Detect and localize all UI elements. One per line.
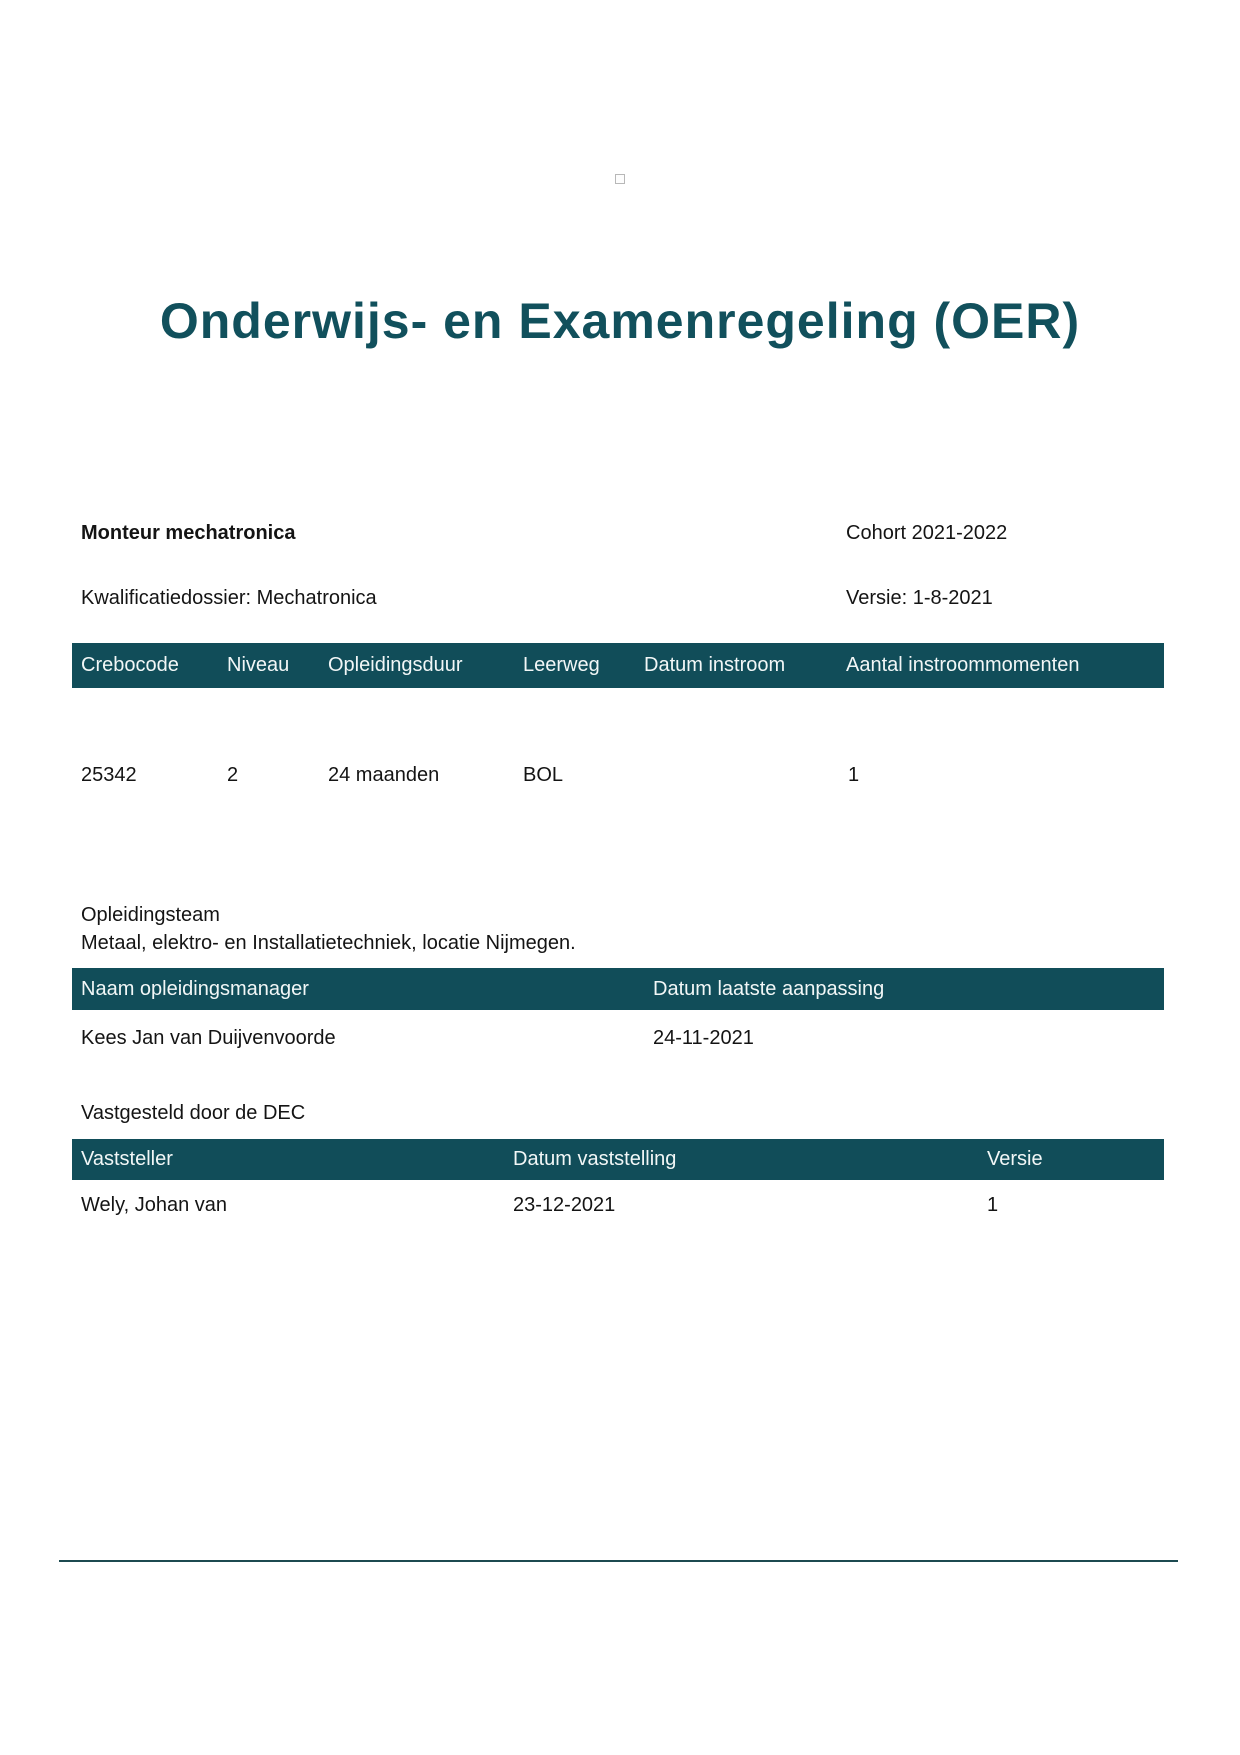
program-table-header-crebocode: Crebocode — [81, 654, 179, 676]
dec-cell-vaststeller: Wely, Johan van — [81, 1194, 228, 1216]
program-cell-instroommomenten: 1 — [848, 764, 860, 786]
footer-divider — [59, 1560, 1178, 1562]
program-cell-niveau: 2 — [227, 764, 239, 786]
program-cell-leerweg: BOL — [523, 764, 564, 786]
page-title: Onderwijs- en Examenregeling (OER) — [159, 292, 1081, 349]
team-table-header-row — [72, 968, 1164, 1010]
cohort-label: Cohort 2021-2022 — [846, 522, 1008, 544]
dec-table-header-datum: Datum vaststelling — [513, 1148, 677, 1170]
version-label: Versie: 1-8-2021 — [846, 587, 993, 609]
dec-table-header-versie: Versie — [987, 1148, 1043, 1170]
dec-cell-versie: 1 — [987, 1194, 999, 1216]
program-table-header-leerweg: Leerweg — [523, 654, 600, 676]
team-table-header-naam: Naam opleidingsmanager — [81, 977, 309, 1000]
program-cell-opleidingsduur: 24 maanden — [328, 764, 440, 786]
dec-cell-datum: 23-12-2021 — [513, 1194, 616, 1216]
dec-heading: Vastgesteld door de DEC — [81, 1102, 306, 1124]
image-placeholder-icon — [615, 174, 625, 184]
team-cell-naam: Kees Jan van Duijvenvoorde — [81, 1027, 336, 1049]
program-name: Monteur mechatronica — [81, 522, 296, 544]
team-subheading: Metaal, elektro- en Installatietechniek, locatie Nijmegen. — [81, 932, 576, 954]
team-heading: Opleidingsteam — [81, 904, 220, 926]
team-cell-datum: 24-11-2021 — [653, 1027, 754, 1049]
qualification-label: Kwalificatiedossier: Mechatronica — [81, 587, 377, 609]
program-table-header-row — [72, 643, 1164, 688]
team-table-header-datum: Datum laatste aanpassing — [653, 977, 885, 1000]
program-table-header-datum-instroom: Datum instroom — [644, 654, 786, 676]
dec-table-header-vaststeller: Vaststeller — [81, 1148, 173, 1170]
program-cell-crebocode: 25342 — [81, 764, 137, 786]
program-table-header-opleidingsduur: Opleidingsduur — [328, 654, 463, 676]
program-table-header-instroommomenten: Aantal instroommomenten — [846, 654, 1080, 676]
program-table-header-niveau: Niveau — [227, 654, 290, 676]
dec-table-header-row — [72, 1139, 1164, 1180]
